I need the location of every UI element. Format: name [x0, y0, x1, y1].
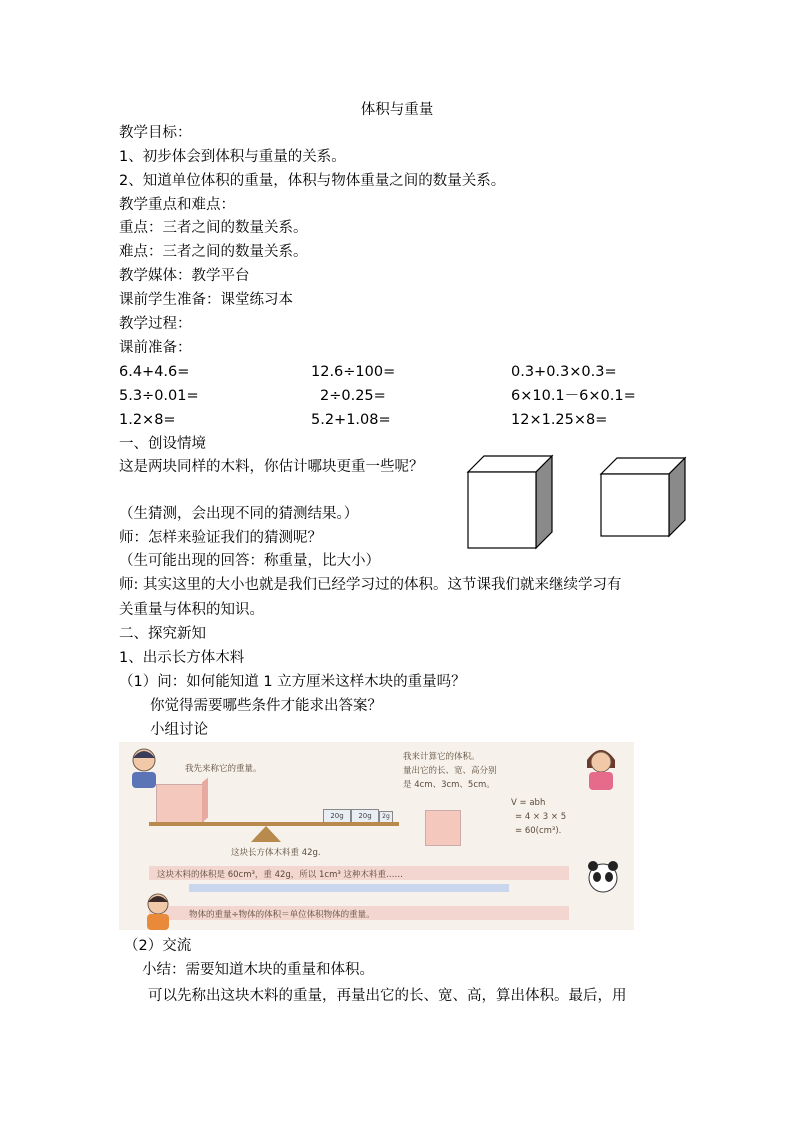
wood-block-on-scale	[156, 784, 204, 826]
section-2-heading: 二、探究新知	[119, 626, 206, 642]
process-label: 教学过程：	[119, 316, 192, 332]
guess-note: （生猜测，会出现不同的猜测结果。）	[119, 506, 359, 522]
exercise-3-1: 1.2×8=	[119, 412, 176, 428]
child-bottom-figure	[143, 892, 173, 930]
band-1-text: 这块木料的体积是 60cm³，重 42g，所以 1cm³ 这种木料重……	[157, 870, 403, 880]
teaching-media: 教学媒体：教学平台	[119, 268, 250, 284]
weight-note: 这块长方体木料重 42g.	[231, 848, 321, 858]
bubble-right-3: 是 4cm、3cm、5cm。	[403, 780, 495, 790]
formula-line-2: = 4 × 3 × 5	[515, 812, 567, 822]
small-wood-cube	[597, 454, 689, 540]
question-1: （1）问：如何能知道 1 立方厘米这样木块的重量吗？	[119, 674, 466, 690]
formula-line-3: = 60(cm³).	[515, 826, 562, 836]
weight-2g: 2g	[379, 811, 393, 823]
section-1-heading: 一、创设情境	[119, 436, 206, 452]
objective-1: 1、初步体会到体积与重量的关系。	[119, 149, 346, 165]
child-right-figure	[581, 744, 621, 790]
exchange-heading: （2）交流	[124, 938, 192, 954]
child-left-figure	[127, 746, 161, 788]
bubble-left: 我先来称它的重量。	[185, 764, 262, 774]
textbook-illustration	[119, 742, 634, 930]
group-discussion: 小组讨论	[150, 722, 208, 738]
wood-block-measured	[425, 810, 461, 846]
balance-pivot	[251, 826, 281, 842]
weight-20g-b: 20g	[351, 809, 379, 823]
exercise-1-1: 6.4+4.6=	[119, 364, 190, 380]
panda-icon	[585, 860, 621, 896]
objectives-label: 教学目标：	[119, 125, 192, 141]
exercise-1-2: 12.6÷100=	[311, 364, 396, 380]
exercise-1-3: 0.3+0.3×0.3=	[511, 364, 617, 380]
wood-block-side	[202, 777, 208, 822]
bubble-right-1: 我来计算它的体积。	[403, 752, 480, 762]
teacher-question: 师：怎样来验证我们的猜测呢？	[119, 530, 322, 546]
band-blue	[189, 884, 509, 892]
bubble-right-2: 量出它的长、宽、高分别	[403, 766, 497, 776]
band-2-text: 物体的重量÷物体的体积＝单位体积物体的重量。	[189, 910, 375, 920]
student-preparation: 课前学生准备：课堂练习本	[119, 292, 293, 308]
difficult-point: 难点：三者之间的数量关系。	[119, 244, 308, 260]
teacher-explain-2: 关重量与体积的知识。	[119, 602, 264, 618]
objective-2: 2、知道单位体积的重量，体积与物体重量之间的数量关系。	[119, 173, 506, 189]
summary: 小结：需要知道木块的重量和体积。	[142, 962, 374, 978]
exercise-2-3: 6×10.1－6×0.1=	[511, 388, 636, 404]
teacher-explain-1: 师: 其实这里的大小也就是我们已经学习过的体积。这节课我们就来继续学习有	[119, 577, 622, 593]
method: 可以先称出这块木料的重量，再量出它的长、宽、高，算出体积。最后，用	[148, 988, 627, 1004]
exercise-3-2: 5.2+1.08=	[311, 412, 391, 428]
pre-class-label: 课前准备：	[119, 340, 192, 356]
key-difficult-label: 教学重点和难点：	[119, 197, 235, 213]
exercise-3-3: 12×1.25×8=	[511, 412, 608, 428]
exercise-2-2: 2÷0.25=	[320, 388, 386, 404]
question-2: 你觉得需要哪些条件才能求出答案？	[150, 698, 382, 714]
step-1: 1、出示长方体木料	[119, 650, 245, 666]
exercise-2-1: 5.3÷0.01=	[119, 388, 199, 404]
page-title: 体积与重量	[360, 102, 434, 118]
formula-line-1: V = abh	[511, 798, 546, 808]
question-wood: 这是两块同样的木料，你估计哪块更重一些呢？	[119, 459, 424, 475]
weight-20g-a: 20g	[323, 809, 351, 823]
key-point: 重点：三者之间的数量关系。	[119, 220, 308, 236]
possible-answer: （生可能出现的回答：称重量，比大小）	[119, 553, 380, 569]
large-wood-cube	[464, 452, 556, 550]
